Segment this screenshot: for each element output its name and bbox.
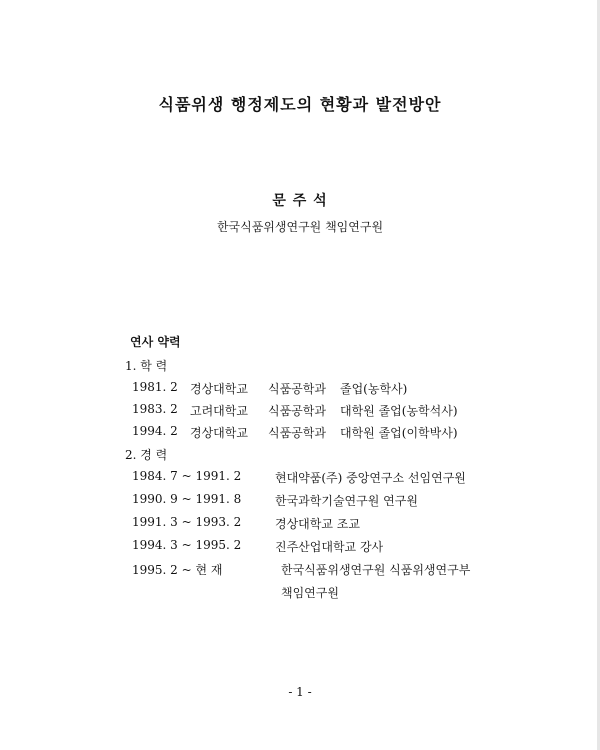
education-date: 1994. 2	[132, 424, 178, 438]
career-period: 1984. 7 ~ 1991. 2	[132, 469, 242, 483]
bio-heading: 연사 약력	[130, 335, 181, 349]
career-heading: 2. 경 력	[125, 448, 168, 462]
education-dept: 식품공학과	[268, 426, 326, 440]
education-school: 고려대학교	[190, 404, 248, 418]
career-description: 경상대학교 조교	[275, 517, 360, 531]
career-period: 1990. 9 ~ 1991. 8	[132, 492, 242, 506]
page-number: - 1 -	[288, 685, 312, 699]
career-description: 현대약품(주) 중앙연구소 선임연구원	[275, 471, 466, 485]
education-degree: 대학원 졸업(이학박사)	[340, 426, 458, 440]
education-date: 1981. 2	[132, 380, 178, 394]
career-description: 진주산업대학교 강사	[275, 540, 384, 554]
education-school: 경상대학교	[190, 426, 248, 440]
author-affiliation: 한국식품위생연구원 책임연구원	[216, 220, 384, 234]
education-dept: 식품공학과	[268, 404, 326, 418]
education-degree: 졸업(농학사)	[340, 382, 408, 396]
author-name: 문 주 석	[272, 193, 328, 209]
career-continuation: 책임연구원	[281, 586, 339, 600]
career-description: 한국과학기술연구원 연구원	[275, 494, 418, 508]
career-description: 한국식품위생연구원 식품위생연구부	[281, 563, 471, 577]
education-school: 경상대학교	[190, 382, 248, 396]
education-date: 1983. 2	[132, 402, 178, 416]
education-dept: 식품공학과	[268, 382, 326, 396]
education-heading: 1. 학 력	[125, 359, 168, 373]
career-period: 1995. 2 ~ 현 재	[132, 563, 223, 577]
career-period: 1994. 3 ~ 1995. 2	[132, 538, 242, 552]
career-period: 1991. 3 ~ 1993. 2	[132, 515, 242, 529]
document-title: 식품위생 행정제도의 현황과 발전방안	[158, 95, 442, 114]
education-degree: 대학원 졸업(농학석사)	[340, 404, 458, 418]
